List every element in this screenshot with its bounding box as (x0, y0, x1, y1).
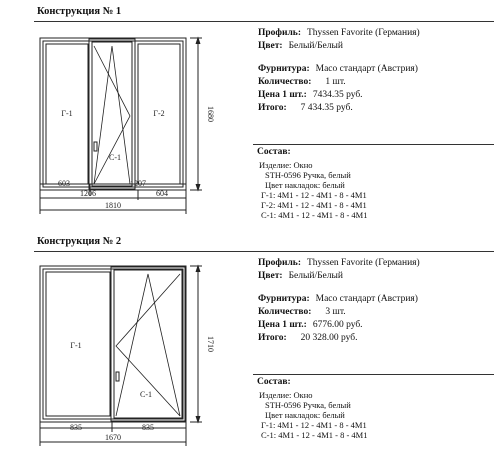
spec-row-hardware: Фурнитура: Maco стандарт (Австрия) (258, 294, 418, 304)
composition-line: Изделие: Окно (259, 390, 313, 400)
tilt-turn-lines (94, 46, 130, 184)
construction-title: Конструкция № 1 (37, 6, 122, 17)
composition-divider (253, 144, 494, 145)
section-divider (34, 251, 494, 252)
composition-line: STH-0596 Ручка, белый (265, 170, 351, 180)
spec-row-quantity: Количество: 3 шт. (258, 307, 346, 317)
composition-line: Г-1: 4М1 - 12 - 4М1 - 8 - 4М1 (261, 190, 367, 200)
window-drawing (30, 256, 220, 461)
composition-divider (253, 374, 494, 375)
composition-line: Цвет накладок: белый (265, 180, 345, 190)
dim-1207: 1207 (130, 179, 146, 188)
dim-604: 604 (156, 189, 168, 198)
composition-line: Изделие: Окно (259, 160, 313, 170)
composition-line: Г-1: 4М1 - 12 - 4М1 - 8 - 4М1 (261, 420, 367, 430)
spec-row-profile: Профиль: Thyssen Favorite (Германия) (258, 258, 420, 268)
dim-603: 603 (58, 179, 70, 188)
composition-line: STH-0596 Ручка, белый (265, 400, 351, 410)
spec-row-total: Итого: 7 434.35 руб. (258, 103, 353, 113)
handle-icon (94, 142, 97, 151)
spec-row-total: Итого: 20 328.00 руб. (258, 333, 358, 343)
dim-total: 1670 (105, 433, 121, 442)
composition-title: Состав: (257, 147, 291, 157)
composition-line: С-1: 4М1 - 12 - 4М1 - 8 - 4М1 (261, 210, 368, 220)
pane-label-right: Г-2 (153, 109, 165, 118)
spec-row-color: Цвет: Белый/Белый (258, 271, 343, 281)
handle-icon (116, 372, 119, 381)
pane-label-center: С-1 (109, 153, 121, 162)
dim-835-left: 835 (70, 423, 82, 432)
spec-row-hardware: Фурнитура: Maco стандарт (Австрия) (258, 64, 418, 74)
pane-label-right: С-1 (140, 390, 152, 399)
pane-label-left: Г-1 (61, 109, 73, 118)
composition-line: С-1: 4М1 - 12 - 4М1 - 8 - 4М1 (261, 430, 368, 440)
spec-row-quantity: Количество: 1 шт. (258, 77, 346, 87)
dim-height: 1680 (206, 106, 215, 122)
construction-2 (0, 234, 500, 461)
window-drawing (30, 28, 220, 228)
composition-block (253, 144, 494, 220)
dim-835-right: 835 (142, 423, 154, 432)
dim-height: 1710 (206, 336, 215, 352)
spec-row-color: Цвет: Белый/Белый (258, 41, 343, 51)
construction-1 (0, 0, 500, 230)
dim-total: 1810 (105, 201, 121, 210)
spec-row-price: Цена 1 шт.: 7434.35 руб. (258, 90, 363, 100)
composition-line: Цвет накладок: белый (265, 410, 345, 420)
composition-title: Состав: (257, 377, 291, 387)
composition-line: Г-2: 4М1 - 12 - 4М1 - 8 - 4М1 (261, 200, 367, 210)
spec-row-profile: Профиль: Thyssen Favorite (Германия) (258, 28, 420, 38)
construction-title: Конструкция № 2 (37, 236, 122, 247)
pane-label-left: Г-1 (70, 341, 82, 350)
composition-block (253, 374, 494, 446)
section-divider (34, 21, 494, 22)
dim-1206: 1206 (80, 189, 96, 198)
spec-row-price: Цена 1 шт.: 6776.00 руб. (258, 320, 363, 330)
